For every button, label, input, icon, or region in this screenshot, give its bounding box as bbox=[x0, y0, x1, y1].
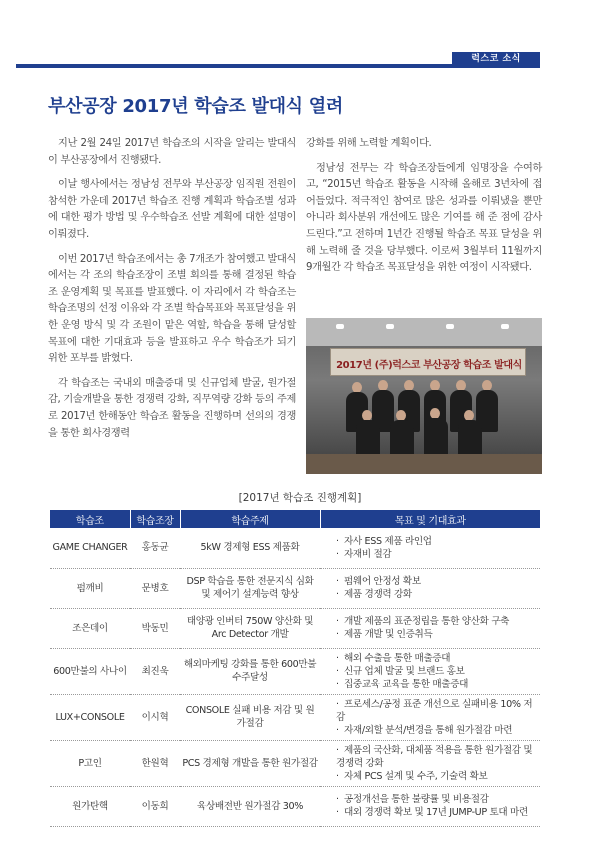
topic-cell: DSP 학습을 통한 전문지식 심화 및 제어기 설계능력 향상 bbox=[180, 568, 320, 608]
team-cell: GAME CHANGER bbox=[50, 528, 130, 568]
goal-item: · 해외 수출을 통한 매출증대 bbox=[336, 652, 451, 664]
goal-item: · 공정개선을 통한 불량률 및 비용절감 bbox=[336, 794, 489, 805]
article-paragraph: 정남성 전무는 각 학습조장들에게 임명장을 수여하고, “2015년 학습조 활동을 시작해 올해로 3년차에 접어들었다. 적극적인 참여로 많은 성과를 이뤄냈을 뿐만 아니라 회사분위 개선에도 많은 기여를 해 준 점에 감사드린다.”고 전하며 1년간 진행될 학습조 목표 달성을 위해 노력해 줄 것을 당부했다. 이로써 3월부터 11월까지 9개월간 각 학습조 목표달성을 위한 여정이 시작됐다. bbox=[306, 162, 542, 274]
photo-light bbox=[336, 324, 344, 329]
table-row bbox=[50, 786, 540, 826]
topic-cell: 5kW 경제형 ESS 제품화 bbox=[180, 528, 320, 568]
article-paragraph: 이번 2017년 학습조에서는 총 7개조가 참여했고 발대식에서는 각 조의 학습조장이 조별 회의를 통해 결정된 학습조 운영계획 및 목표를 발표했다. 이 자리에서 각 학습조는 학습조명의 선정 이유와 각 조별 학습목표와 목표달성을 위한 운영 방식 및 각 조원이 맡은 역할, 학습을 통해 달성할 목표에 대한 기대효과 등을 발표하고 우수 학습조가 되기 위한 포부를 밝혔다. bbox=[48, 253, 297, 365]
team-cell: 원가탄핵 bbox=[50, 786, 130, 826]
photo-ceiling bbox=[306, 318, 542, 346]
table-row bbox=[50, 528, 540, 568]
table-caption: [2017년 학습조 진행계획] bbox=[238, 492, 362, 504]
column-header-leader: 학습조장 bbox=[130, 510, 180, 528]
leader-cell: 문병호 bbox=[130, 568, 180, 608]
photo-floor bbox=[306, 454, 542, 474]
column-header-topic: 학습주제 bbox=[180, 510, 320, 528]
table-row bbox=[50, 608, 540, 648]
event-photo bbox=[306, 318, 542, 474]
goals-cell bbox=[320, 786, 540, 826]
table-row bbox=[50, 568, 540, 608]
photo-light bbox=[386, 324, 394, 329]
photo-light bbox=[446, 324, 454, 329]
leader-cell: 한원혁 bbox=[130, 740, 180, 786]
goal-item: · 제품 경쟁력 강화 bbox=[336, 589, 412, 600]
team-cell: 조은데이 bbox=[50, 608, 130, 648]
goals-cell bbox=[320, 694, 540, 740]
team-cell: 600만불의 사나이 bbox=[50, 648, 130, 694]
section-tag: 럭스코 소식 bbox=[452, 52, 540, 67]
goal-item: · 대외 경쟁력 확보 및 17년 JUMP-UP 토대 마련 bbox=[336, 807, 528, 818]
leader-cell: 박동민 bbox=[130, 608, 180, 648]
goals-cell bbox=[320, 608, 540, 648]
goal-item: · 집중교육 교육을 통한 매출증대 bbox=[336, 678, 469, 690]
table-row bbox=[50, 694, 540, 740]
column-header-goals: 목표 및 기대효과 bbox=[320, 510, 540, 528]
column-header-team: 학습조 bbox=[50, 510, 130, 528]
goal-item: · 제품의 국산화, 대체품 적용을 통한 원가절감 및 경쟁력 강화 bbox=[336, 744, 533, 769]
goal-item: · 개발 제품의 표준정립을 통한 양산화 구축 bbox=[336, 616, 510, 627]
study-group-plan-table bbox=[50, 510, 540, 827]
goal-item: · 자재/외할 분석/변경을 통해 원가절감 마련 bbox=[336, 724, 513, 736]
goal-item: · 자사 ESS 제품 라인업 bbox=[336, 535, 432, 547]
leader-cell: 이시혁 bbox=[130, 694, 180, 740]
topic-cell: 육상배전반 원가절감 30% bbox=[180, 786, 320, 826]
article-paragraph: 지난 2월 24일 2017년 학습조의 시작을 알리는 발대식이 부산공장에서 진행됐다. bbox=[48, 138, 296, 166]
article-title: 부산공장 2017년 학습조 발대식 열려 bbox=[48, 96, 343, 117]
topic-cell: 태양광 인버터 750W 양산화 및 Arc Detector 개발 bbox=[180, 608, 320, 648]
article-paragraph-continuation: 강화를 위해 노력할 계획이다. bbox=[306, 138, 432, 149]
team-cell: 펌깨비 bbox=[50, 568, 130, 608]
goals-cell bbox=[320, 740, 540, 786]
goal-item: · 제품 개발 및 인증취득 bbox=[336, 629, 433, 640]
leader-cell: 이동희 bbox=[130, 786, 180, 826]
topic-cell: PCS 경제형 개발을 통한 원가절감 bbox=[180, 740, 320, 786]
photo-light bbox=[501, 324, 509, 329]
goal-item: · 신규 업체 발굴 및 브랜드 홍보 bbox=[336, 665, 465, 677]
table-row bbox=[50, 740, 540, 786]
topic-cell: 해외마케팅 강화를 통한 600만불 수주달성 bbox=[180, 648, 320, 694]
team-cell: LUX+CONSOLE bbox=[50, 694, 130, 740]
article-paragraph: 각 학습조는 국내외 매출증대 및 신규업체 발굴, 원가절감, 기술개발을 통한 경쟁력 강화, 직무역량 강화 등의 주제로 2017년 한해동안 학습조 활동을 진행하며 선의의 경쟁을 통한 회사경쟁력 bbox=[48, 377, 296, 439]
table-row bbox=[50, 648, 540, 694]
article-left-column bbox=[48, 136, 296, 450]
table-header-row bbox=[50, 510, 540, 528]
goals-cell bbox=[320, 648, 540, 694]
team-cell: P고인 bbox=[50, 740, 130, 786]
leader-cell: 최진욱 bbox=[130, 648, 180, 694]
goal-item: · 프로세스/공정 표준 개선으로 실패비용 10% 저감 bbox=[336, 698, 533, 723]
article-paragraph: 이날 행사에서는 정남성 전무와 부산공장 임직원 전원이 참석한 가운데 2017년 학습조 진행 계획과 학습조별 성과에 대한 평가 방법 및 우수학습조 선발 계획에 대한 설명이 이뤄졌다. bbox=[48, 179, 296, 240]
goal-item: · 자재비 절감 bbox=[336, 548, 392, 560]
photo-banner-text: 2017년 (주)럭스코 부산공장 학습조 발대식 bbox=[336, 360, 522, 371]
goals-cell bbox=[320, 568, 540, 608]
header-rule bbox=[16, 64, 540, 68]
topic-cell: CONSOLE 실패 비용 저감 및 원가절감 bbox=[180, 694, 320, 740]
goal-item: · 펌웨어 안정성 확보 bbox=[336, 576, 421, 587]
leader-cell: 홍동균 bbox=[130, 528, 180, 568]
goals-cell bbox=[320, 528, 540, 568]
article-right-column bbox=[306, 136, 542, 285]
goal-item: · 자체 PCS 설계 및 수주, 기술력 확보 bbox=[336, 770, 488, 782]
photo-banner bbox=[330, 348, 526, 376]
